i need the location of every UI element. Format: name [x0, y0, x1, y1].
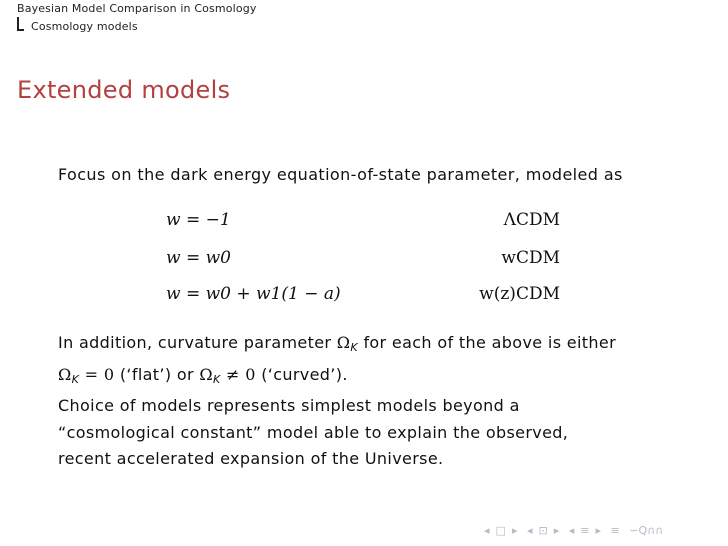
text-run: In addition, curvature parameter — [58, 333, 332, 352]
beamer-navigation-bar — [484, 524, 669, 538]
equation-lhs-text: w = −1 — [166, 210, 231, 230]
text-run: (‘curved’). — [261, 364, 348, 384]
math-relation: = 0 — [84, 364, 115, 384]
frame-icon[interactable]: □ — [495, 524, 506, 537]
paragraph-line: “cosmological constant” model able to explain the observed, — [58, 422, 569, 442]
frame-prev-icon[interactable]: ◂ — [484, 524, 490, 537]
model-label: ΛCDM — [503, 210, 560, 230]
intro-text: Focus on the dark energy equation-of-state parameter, modeled as — [58, 165, 623, 184]
slide-header — [0, 0, 728, 45]
body-paragraph — [58, 330, 698, 473]
model-label: wCDM — [501, 248, 560, 268]
math-relation: ≠ 0 — [226, 364, 256, 384]
paragraph-line — [58, 330, 698, 362]
subsection-icon[interactable]: ⊡ — [538, 524, 548, 537]
breadcrumb-bracket-icon — [17, 17, 24, 31]
equation-row — [0, 248, 728, 272]
equation-lhs — [166, 210, 231, 230]
equation-row — [0, 284, 728, 308]
model-label: w(z)CDM — [479, 284, 560, 304]
zoom-search-icon[interactable]: ∽Q∩∩ — [629, 524, 664, 537]
equation-lhs — [166, 248, 231, 268]
omega-symbol: Ω — [58, 364, 72, 384]
omega-symbol: Ω — [336, 333, 351, 352]
text-run: (‘flat’) or — [119, 364, 194, 384]
equation-lhs-text: w = w0 — [166, 248, 231, 268]
subsection-prev-icon[interactable]: ◂ — [526, 524, 533, 537]
presentation-title: Bayesian Model Comparison in Cosmology — [17, 2, 257, 15]
equation-lhs-text: w = w0 + w1(1 − a) — [166, 284, 341, 304]
paragraph-line: Choice of models represents simplest models beyond a — [58, 396, 520, 415]
section-next-icon[interactable]: ▸ — [595, 524, 602, 537]
section-prev-icon[interactable]: ◂ — [568, 524, 575, 537]
frame-title: Extended models — [17, 76, 231, 104]
omega-symbol: Ω — [199, 364, 213, 384]
subscript-k: K — [71, 372, 80, 386]
section-icon[interactable]: ≡ — [580, 524, 590, 537]
equation-lhs — [166, 284, 341, 304]
frame-next-icon[interactable]: ▸ — [511, 524, 518, 537]
paragraph-line — [58, 362, 698, 394]
subscript-k: K — [350, 341, 358, 354]
equation-row — [0, 210, 728, 234]
paragraph-line: recent accelerated expansion of the Universe. — [58, 449, 444, 468]
subsection-next-icon[interactable]: ▸ — [553, 524, 560, 537]
subsection-label: Cosmology models — [31, 20, 138, 33]
subscript-k: K — [213, 372, 221, 386]
text-run: for each of the above is either — [363, 333, 617, 352]
align-icon[interactable]: ≡ — [610, 524, 620, 537]
